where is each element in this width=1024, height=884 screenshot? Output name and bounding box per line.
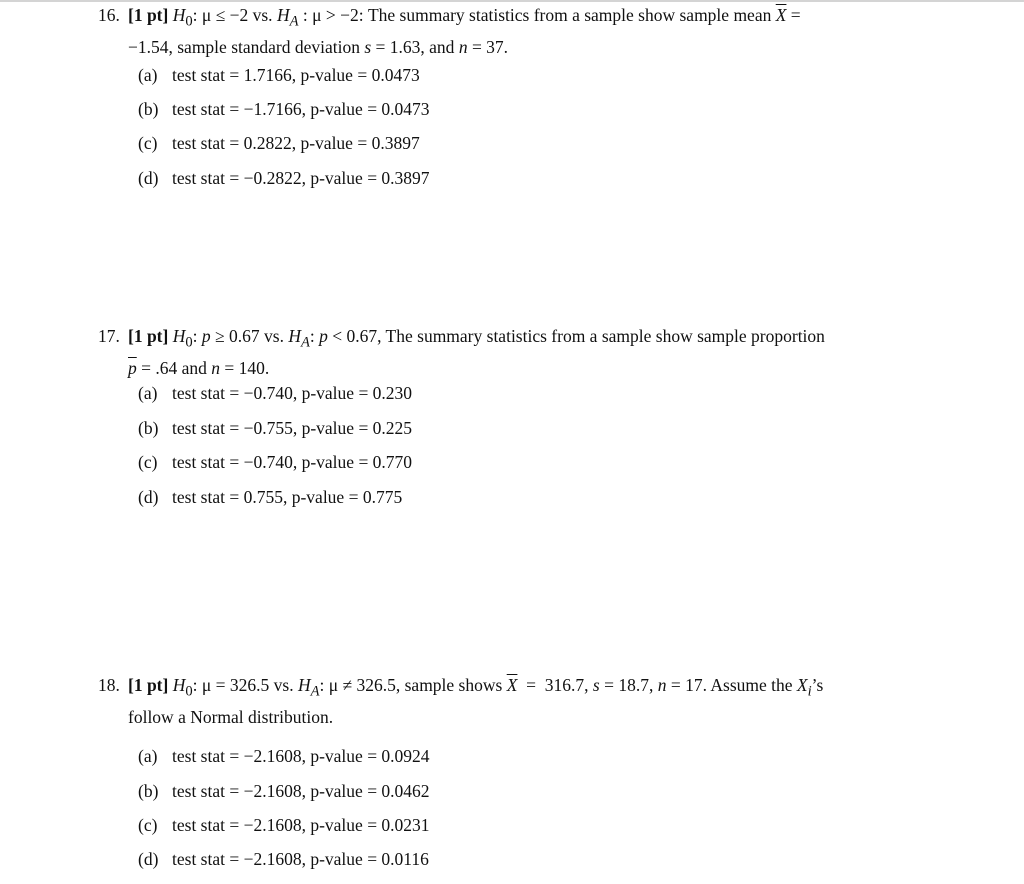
option-16c: (c) test stat = 0.2822, p-value = 0.3897 (138, 133, 420, 153)
option-18b: (b) test stat = −2.1608, p-value = 0.0462 (138, 781, 430, 801)
question-number: 18. (98, 675, 120, 695)
question-number: 17. (98, 326, 120, 346)
question-18 (98, 673, 918, 730)
question-17-stem: 17. [1 pt] $H_0$: p ≥ 0.67 vs. $H_A$: p < 0.67, The summary statistics from a sample show sample proportion $\overline{p} = .64$ and n = 140. (98, 326, 825, 378)
option-18a: (a) test stat = −2.1608, p-value = 0.0924 (138, 746, 430, 766)
option-17b: (b) test stat = −0.755, p-value = 0.225 (138, 418, 413, 438)
question-16-stem: 16. [1 pt] $H_0$: μ ≤ −2 vs. $H_A$ : μ > −2: The summary statistics from a sample show sample mean $\overline{X}$ = −1.54, sample standard deviation s = 1.63, and n = 37. (98, 5, 801, 57)
option-16a: (a) test stat = 1.7166, p-value = 0.0473 (138, 65, 420, 85)
points-label: [1 pt] (128, 675, 169, 695)
option-17c: (c) test stat = −0.740, p-value = 0.770 (138, 452, 413, 472)
option-16d: (d) test stat = −0.2822, p-value = 0.3897 (138, 168, 430, 188)
option-16b: (b) test stat = −1.7166, p-value = 0.0473 (138, 99, 430, 119)
option-17a: (a) test stat = −0.740, p-value = 0.230 (138, 383, 413, 403)
question-16 (98, 3, 918, 60)
question-number: 16. (98, 5, 120, 25)
option-18d: (d) test stat = −2.1608, p-value = 0.0116 (138, 849, 429, 869)
page-top-border (0, 0, 1024, 2)
option-17d: (d) test stat = 0.755, p-value = 0.775 (138, 487, 403, 507)
option-18c: (c) test stat = −2.1608, p-value = 0.0231 (138, 815, 430, 835)
question-17 (98, 324, 918, 381)
points-label: [1 pt] (128, 326, 169, 346)
points-label: [1 pt] (128, 5, 169, 25)
question-18-stem: 18. [1 pt] $H_0$: μ = 326.5 vs. $H_A$: μ ≠ 326.5, sample shows $\overline{X} = 316.7$, s = 18.7, n = 17. Assume the $X_i’s$ follow a Normal distribution. (98, 675, 824, 727)
